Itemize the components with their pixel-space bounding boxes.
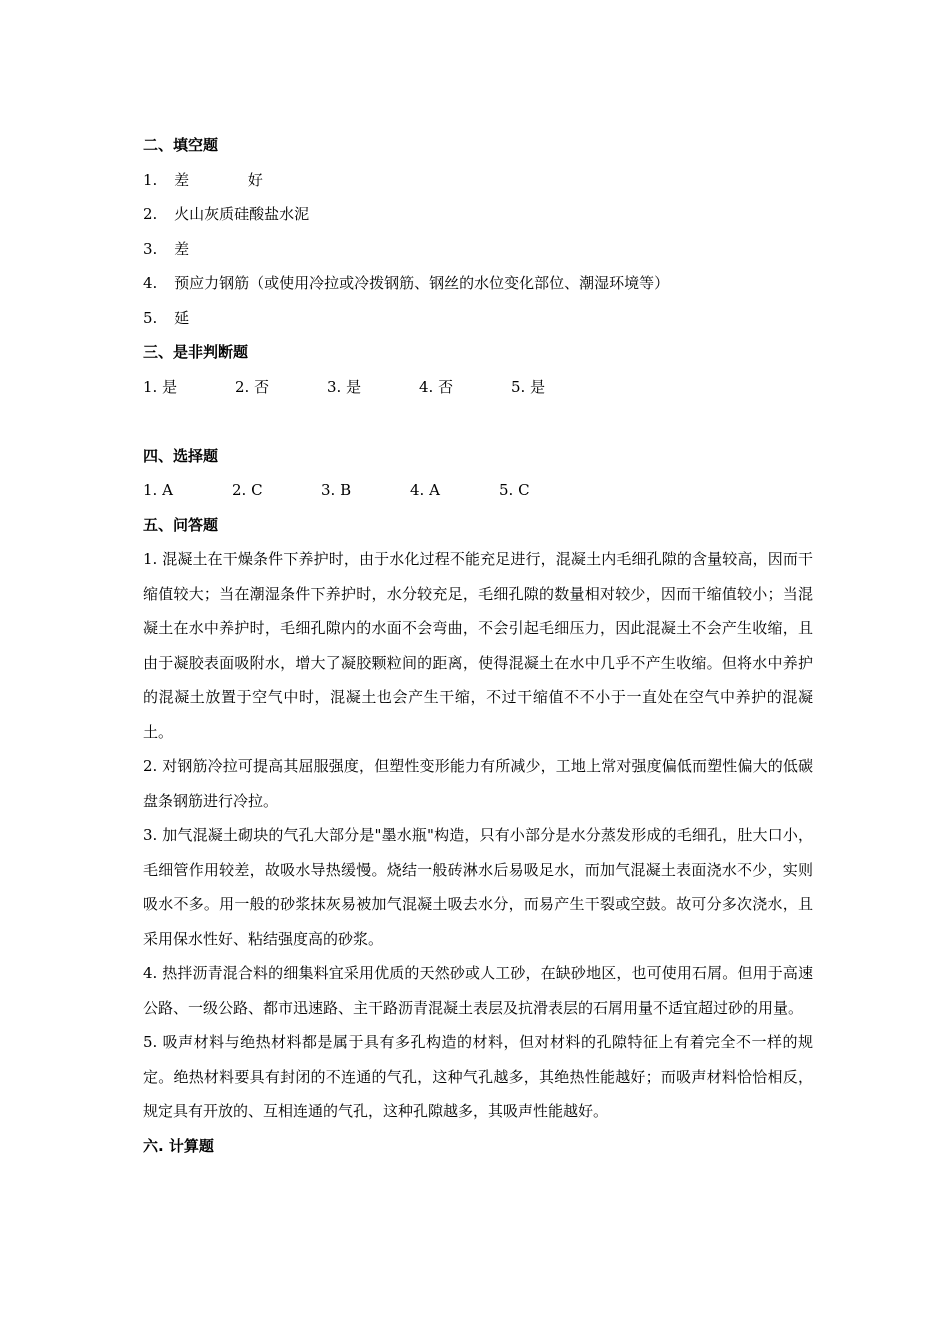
tf-answer: 1. 是	[143, 377, 178, 396]
tf-answer: 4. 否	[419, 377, 454, 396]
qa-answer-5: 5. 吸声材料与绝热材料都是属于具有多孔构造的材料，但对材料的孔隙特征上有着完全不一样的规定。绝热材料要具有封闭的不连通的气孔，这种气孔越多，其绝热性能越好；而吸声材料恰恰相反，规定具有开放的、互相连通的气孔，这种孔隙越多，其吸声性能越好。	[143, 1033, 813, 1120]
tf-answer: 5. 是	[511, 377, 546, 396]
section-title-calc: 六. 计算题	[143, 1136, 214, 1155]
fill-num: 2.	[143, 205, 158, 223]
fill-value: 火山灰质硅酸盐水泥	[174, 205, 310, 223]
spacer	[143, 404, 813, 439]
mc-answer: 5. C	[499, 481, 530, 499]
fill-num: 4.	[143, 274, 158, 292]
fill-value: 差	[174, 170, 190, 189]
true-false-answers	[143, 370, 813, 405]
answer-key	[143, 128, 813, 1163]
multiple-choice-answers	[143, 473, 813, 508]
fill-answer-5	[143, 301, 813, 336]
mc-answer: 1. A	[143, 481, 173, 499]
fill-value: 好	[247, 170, 263, 189]
tf-answer: 3. 是	[327, 377, 362, 396]
qa-answer-3: 3. 加气混凝土砌块的气孔大部分是"墨水瓶"构造，只有小部分是水分蒸发形成的毛细孔，肚大口小，毛细管作用较差，故吸水导热缓慢。烧结一般砖淋水后易吸足水，而加气混凝土表面浇水不少，实则吸水不多。用一般的砂浆抹灰易被加气混凝土吸去水分，而易产生干裂或空鼓。故可分多次浇水，且采用保水性好、粘结强度高的砂浆。	[143, 826, 813, 948]
fill-answer-4	[143, 266, 813, 301]
section-title-true-false: 三、是非判断题	[143, 343, 249, 361]
fill-answer-2	[143, 197, 813, 232]
qa-answer-4: 4. 热拌沥青混合料的细集料宜采用优质的天然砂或人工砂，在缺砂地区，也可使用石屑。但用于高速公路、一级公路、都市迅速路、主干路沥青混凝土表层及抗滑表层的石屑用量不适宜超过砂的用量。	[143, 964, 813, 1017]
fill-answer-3	[143, 232, 813, 267]
fill-num: 1.	[143, 170, 158, 189]
qa-answer-1: 1. 混凝土在干燥条件下养护时，由于水化过程不能充足进行，混凝土内毛细孔隙的含量较高，因而干缩值较大；当在潮湿条件下养护时，水分较充足，毛细孔隙的数量相对较少，因而干缩值较小；当混凝土在水中养护时，毛细孔隙内的水面不会弯曲，不会引起毛细压力，因此混凝土不会产生收缩，且由于凝胶表面吸附水，增大了凝胶颗粒间的距离，使得混凝土在水中几乎不产生收缩。但将水中养护的混凝土放置于空气中时，混凝土也会产生干缩，不过干缩值不不小于一直处在空气中养护的混凝土。	[143, 550, 813, 741]
qa-answer-2: 2. 对钢筋冷拉可提高其屈服强度，但塑性变形能力有所减少，工地上常对强度偏低而塑性偏大的低碳盘条钢筋进行冷拉。	[143, 757, 813, 810]
section-title-qa: 五、问答题	[143, 515, 219, 534]
fill-num: 3.	[143, 239, 158, 258]
fill-answer-1	[143, 163, 813, 198]
fill-value: 预应力钢筋（或使用冷拉或冷拨钢筋、钢丝的水位变化部位、潮湿环境等）	[174, 274, 670, 292]
mc-answer: 2. C	[232, 481, 263, 499]
mc-answer: 4. A	[410, 481, 440, 499]
tf-answer: 2. 否	[235, 377, 270, 396]
section-title-multiple-choice: 四、选择题	[143, 446, 219, 465]
fill-num: 5.	[143, 308, 158, 327]
section-title-fill: 二、填空题	[143, 136, 219, 154]
mc-answer: 3. B	[321, 481, 352, 499]
fill-value: 差	[174, 239, 190, 258]
fill-value: 延	[174, 308, 190, 327]
